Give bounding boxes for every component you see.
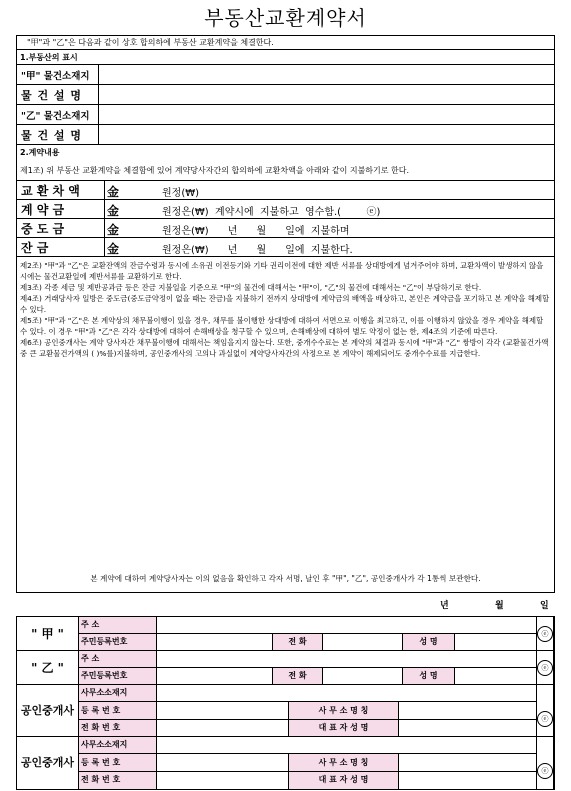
signature-table (16, 616, 555, 790)
eul-tel-label: 전 화 (273, 668, 323, 685)
document-title: 부동산교환계약서 (204, 6, 367, 30)
section2-row (17, 145, 554, 181)
eul-desc-label: 물 건 설 명 (17, 125, 99, 144)
agent1-seal (537, 685, 554, 737)
clause-3: 제3조) 각종 세금 및 제반공과금 등은 잔금 지불일을 기준으로 "甲"의 물건에 대해서는 "甲"이, "乙"의 물건에 대해서는 "乙"이 부담하기로 한다. (20, 283, 482, 292)
clause1-text: 제1조) 위 부동산 교환계약을 체결함에 있어 계약당사자간의 합의하에 교환차액을 아래와 같이 지불하기로 한다. (20, 166, 410, 175)
agent2-seal (537, 737, 554, 789)
clause-2: 제2조) "甲"과 "乙"은 교환잔액의 잔금수령과 동시에 소유권 이전등기와 기타 권리이전에 대한 제반 서류를 상대방에게 넘겨주어야 하며, 교환차액이 발생하지 않을 시에는 물건교환일에 제반서류를 교환하기로 한다. (20, 261, 544, 281)
money-row (17, 219, 554, 238)
eul-tel-field[interactable] (323, 668, 403, 685)
eul-id-label: 주민등록번호 (79, 668, 157, 685)
money-text: 원정은(₩) 년 월 일에 지불한다. (162, 245, 353, 256)
eul-location-label: "乙" 물건소재지 (17, 105, 99, 124)
gum-mark: 金 (107, 223, 120, 237)
gum-mark: 金 (107, 242, 120, 256)
money-text: 원정(₩) (162, 188, 200, 199)
eul-desc-row (17, 125, 554, 145)
date-month: 월 (495, 601, 504, 611)
money-row (17, 200, 554, 219)
agent2-office-name-field[interactable] (399, 754, 537, 772)
intro-row (17, 36, 554, 50)
gap-name-field[interactable] (455, 634, 537, 651)
eul-seal (537, 651, 554, 685)
agent2-reg-label: 등 록 번 호 (79, 754, 157, 772)
agent1-reg-field[interactable] (157, 702, 289, 720)
agent1-label: 공인중개사 (17, 685, 79, 737)
money-label: 계 약 금 (17, 200, 105, 218)
clause-6: 제6조) 공인중개사는 계약 당사자간 채무불이행에 대해서는 책임을지지 않는다. 또한, 중개수수료는 본 계약의 체결과 동시에 "甲"과 "乙" 쌍방이 각각 (교환물건가액 중 큰 교환물건가액의 ( )%를)지불하며, 공인중개사의 고의나 과실없이 계약당사자간의 사정으로 본 계약이 해제되어도 중개수수료를 지급한다. (20, 338, 549, 358)
gap-id-field[interactable] (157, 634, 273, 651)
agent1-tel-field[interactable] (157, 720, 289, 737)
party-gap-label: " 甲 " (17, 617, 79, 651)
confirm-text: 본 계약에 대하여 계약당사자는 이의 없음을 확인하고 각자 서명, 날인 후 "甲", "乙", 공인중개사가 각 1통씩 보관한다. (90, 574, 481, 583)
money-text: 원정은(₩) 계약시에 지불하고 영수함.( ⓔ) (162, 207, 381, 218)
gap-location-label: "甲" 물건소재지 (17, 65, 99, 84)
seal-icon: ⓔ (537, 626, 553, 642)
agent2-office-loc-label: 사무소소재지 (79, 737, 157, 754)
money-label: 중 도 금 (17, 219, 105, 237)
agent1-reg-label: 등 록 번 호 (79, 702, 157, 720)
gap-name-label: 성 명 (403, 634, 455, 651)
gap-tel-field[interactable] (323, 634, 403, 651)
agent2-tel-label: 전 화 번 호 (79, 772, 157, 789)
clause-block (20, 260, 551, 359)
agent1-rep-label: 대 표 자 성 명 (289, 720, 399, 737)
agent1-rep-field[interactable] (399, 720, 537, 737)
intro-text: "甲"과 "乙"은 다음과 같이 상호 합의하에 부동산 교환계약을 체결한다. (27, 38, 274, 47)
party-eul-label: " 乙 " (17, 651, 79, 685)
agent2-office-loc-field[interactable] (157, 737, 537, 754)
eul-addr-label: 주 소 (79, 651, 157, 668)
agent2-rep-label: 대 표 자 성 명 (289, 772, 399, 789)
gap-location-row (17, 65, 554, 85)
gap-addr-label: 주 소 (79, 617, 157, 634)
eul-location-row (17, 105, 554, 125)
clause-5: 제5조) "甲"과 "乙"은 본 계약상의 채무불이행이 있을 경우, 채무를 불이행한 상대방에 대하여 서면으로 이행을 최고하고, 이를 이행하지 않았을 경우 계약을 해제할 수 있다. 이 경우 "甲"과 "乙"은 각각 상대방에 대하여 손해배상을 청구할 수 있으며, 손해배상에 대하여 별도 약정이 없는 한, 제4조의 기준에 따른다. (20, 316, 544, 336)
section1-row (17, 50, 554, 65)
agent2-rep-field[interactable] (399, 772, 537, 789)
seal-icon: ⓔ (537, 763, 553, 779)
gap-desc-label: 물 건 설 명 (17, 85, 99, 104)
money-label: 잔 금 (17, 238, 105, 256)
gap-id-label: 주민등록번호 (79, 634, 157, 651)
section2-heading: 2.계약내용 (20, 148, 60, 157)
gap-tel-label: 전 화 (273, 634, 323, 651)
agent2-office-name-label: 사 무 소 명 칭 (289, 754, 399, 772)
agent1-office-name-label: 사 무 소 명 칭 (289, 702, 399, 720)
agent2-label: 공인중개사 (17, 737, 79, 789)
agent1-office-name-field[interactable] (399, 702, 537, 720)
agent1-office-loc-label: 사무소소재지 (79, 685, 157, 702)
date-year: 년 (440, 601, 449, 611)
seal-icon: ⓔ (537, 660, 553, 676)
eul-name-label: 성 명 (403, 668, 455, 685)
agent1-tel-label: 전 화 번 호 (79, 720, 157, 737)
gap-addr-field[interactable] (157, 617, 537, 634)
clause-4: 제4조) 거래당사자 일방은 중도금(중도금약정이 없을 때는 잔금)을 지불하기 전까지 상대방에 계약금의 배액을 배상하고, 본인은 계약금을 포기하고 본 계약을 해제할 수 있다. (20, 294, 550, 314)
agent2-reg-field[interactable] (157, 754, 289, 772)
date-day: 일 (540, 601, 549, 611)
money-row (17, 238, 554, 257)
gum-mark: 金 (107, 204, 120, 218)
contract-body (16, 35, 555, 593)
gap-seal (537, 617, 554, 651)
money-text: 원정은(₩) 년 월 일에 지불하며 (162, 226, 350, 237)
money-row (17, 181, 554, 200)
money-label: 교 환 차 액 (17, 181, 105, 199)
agent1-office-loc-field[interactable] (157, 685, 537, 702)
gap-desc-row (17, 85, 554, 105)
agent2-tel-field[interactable] (157, 772, 289, 789)
eul-id-field[interactable] (157, 668, 273, 685)
gum-mark: 金 (107, 185, 120, 199)
section1-heading: 1.부동산의 표시 (20, 53, 78, 62)
eul-addr-field[interactable] (157, 651, 537, 668)
seal-icon: ⓔ (537, 711, 553, 727)
eul-name-field[interactable] (455, 668, 537, 685)
